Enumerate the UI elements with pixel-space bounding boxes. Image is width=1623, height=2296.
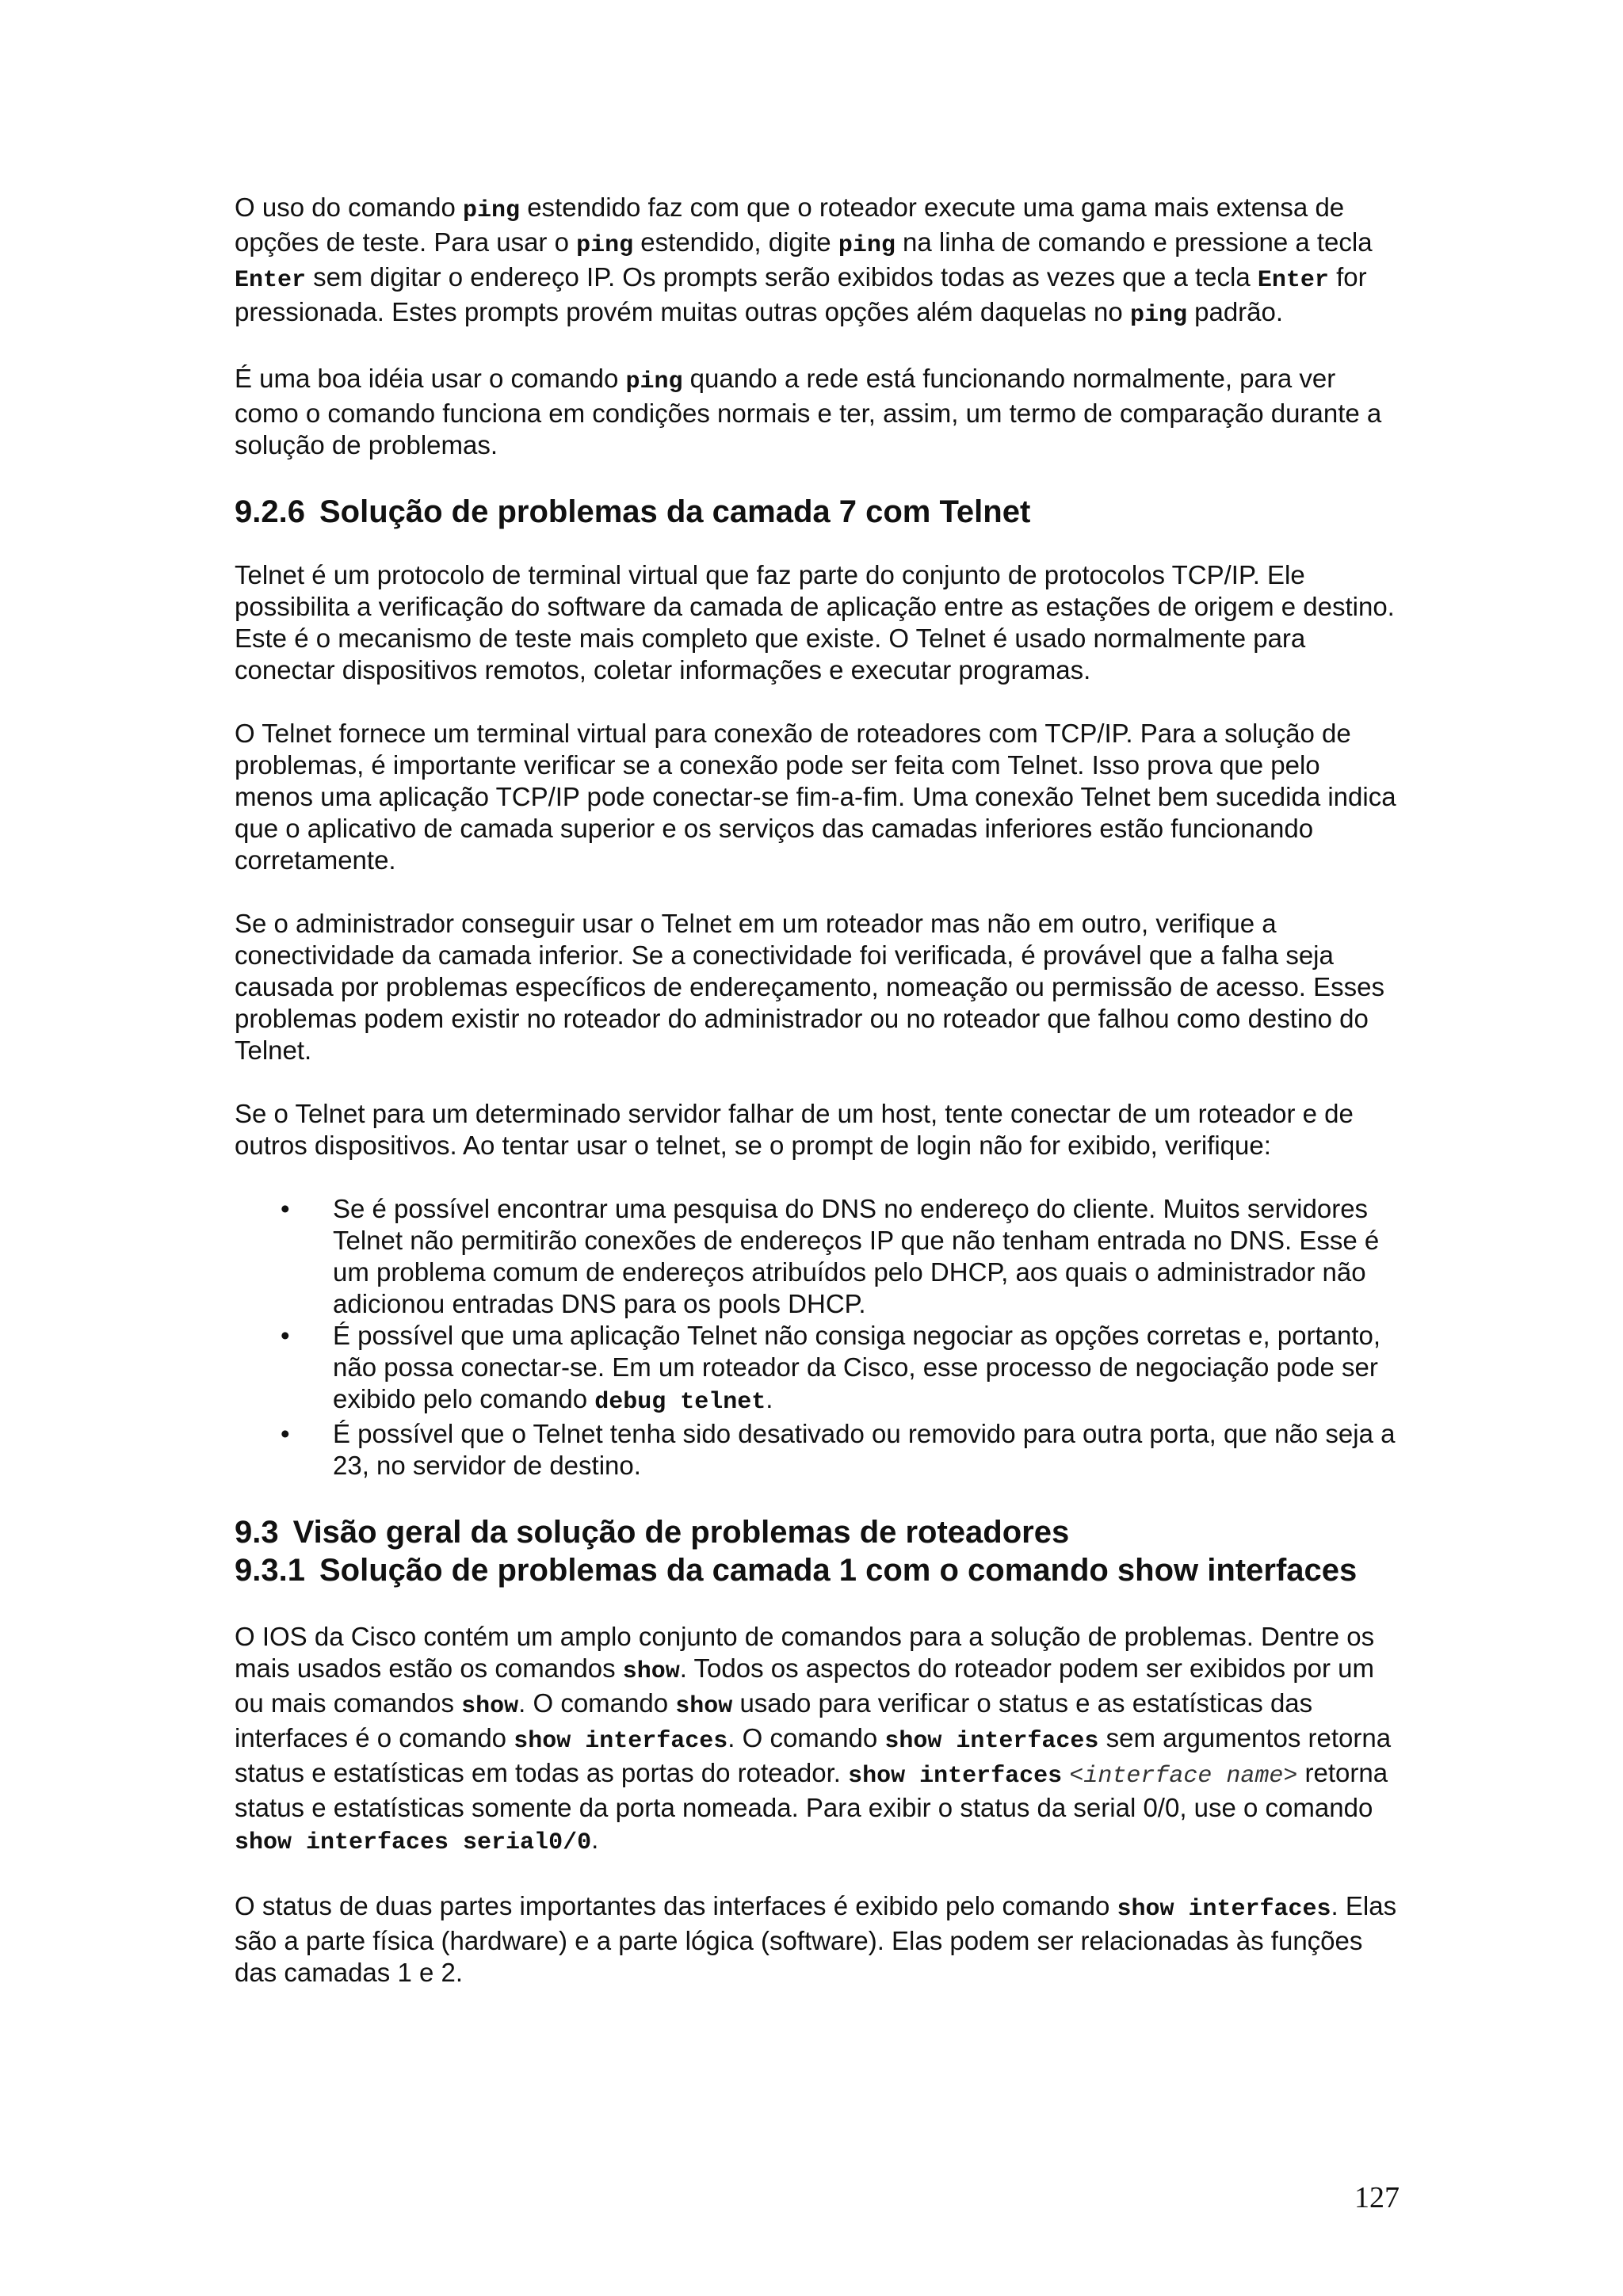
paragraph-telnet-server: Se o Telnet para um determinado servidor falhar de um host, tente conectar de um roteador e de outros dispositivos. Ao tentar usar o telnet, se o prompt de login não for exibido, verifique: [235,1099,1354,1160]
code-enter: Enter [1257,267,1329,294]
paragraph-telnet-failure: Se o administrador conseguir usar o Telnet em um roteador mas não em outro, verifique a conectividade da camada inferior. Se a conectividade foi verificada, é provável que a falha seja causada por problemas específicos de endereçamento, nomeação ou permissão de acesso. Esses problemas podem existir no roteador do administrador ou no roteador que falhou como destino do Telnet. [235,909,1385,1065]
code-show: show [675,1693,733,1720]
list-item: • É possível que uma aplicação Telnet não consiga negociar as opções corretas e, portanto, não possa conectar-se. Em um roteador da Cisco, esse processo de negociação pode ser exibido pelo comando debug telnet. [281,1321,1381,1416]
section-heading-9-3: 9.3 Visão geral da solução de problemas de roteadores [235,1515,1070,1550]
code-show-interfaces: show interfaces [514,1728,728,1755]
code-show-interfaces-serial: show interfaces serial0/0 [235,1829,592,1856]
code-debug-telnet: debug telnet [594,1389,766,1416]
code-ping: ping [576,232,634,259]
paragraph-ping-baseline: É uma boa idéia usar o comando ping quando a rede está funcionando normalmente, para ver como o comando funciona em condições normais e ter, assim, um termo de comparação durante a solução de problemas. [235,364,1382,460]
code-show: show [461,1693,519,1720]
bullet-icon: • [281,1419,290,1448]
paragraph-show-commands: O IOS da Cisco contém um amplo conjunto de comandos para a solução de problemas. Dentre os mais usados estão os comandos show. Todos os aspectos do roteador podem ser exibidos por um ou mais comandos show. O comando show usado para verificar o status e as estatísticas das interfaces é o comando show interfaces. O comando show interfaces sem argumentos retorna status e estatísticas em todas as portas do roteador. show interfaces <interface name> retorna status e estatísticas somente da porta nomeada. Para exibir o status da serial 0/0, use o comando show interfaces serial0/0. [235,1622,1392,1856]
list-item: • É possível que o Telnet tenha sido desativado ou removido para outra porta, que não seja a 23, no servidor de destino. [281,1419,1396,1480]
paragraph-telnet-virtual-terminal: O Telnet fornece um terminal virtual para conexão de roteadores com TCP/IP. Para a solução de problemas, é importante verificar se a conexão pode ser feita com Telnet. Isso prova que pelo menos uma aplicação TCP/IP pode conectar-se fim-a-fim. Uma conexão Telnet bem sucedida indica que o aplicativo de camada superior e os serviços das camadas inferiores estão funcionando corretamente. [235,719,1396,875]
paragraph-extended-ping: O uso do comando ping estendido faz com que o roteador execute uma gama mais extensa de opções de teste. Para usar o ping estendido, digite ping na linha de comando e pressione a tecla Enter sem digitar o endereço IP. Os prompts serão exibidos todas as vezes que a tecla Enter for pressionada. Estes prompts provém muitas outras opções além daquelas no ping padrão. [235,193,1373,329]
code-show-interfaces: show interfaces [884,1728,1099,1755]
code-interface-name: <interface name> [1069,1763,1298,1790]
list-item: • Se é possível encontrar uma pesquisa do DNS no endereço do cliente. Muitos servidores Telnet não permitirão conexões de endereços IP que não tenham entrada no DNS. Esse é um problema comum de endereços atribuídos pelo DHCP, aos quais o administrador não adicionou entradas DNS para os pools DHCP. [281,1194,1380,1318]
code-ping: ping [1129,302,1187,329]
paragraph-interface-status: O status de duas partes importantes das interfaces é exibido pelo comando show interfaces. Elas são a parte física (hardware) e a parte lógica (software). Elas podem ser relacionadas às funções das camadas 1 e 2. [235,1891,1397,1987]
document-page [235,192,1400,1989]
code-enter: Enter [235,267,307,294]
paragraph-telnet-intro: Telnet é um protocolo de terminal virtual que faz parte do conjunto de protocolos TCP/IP. Ele possibilita a verificação do software da camada de aplicação entre as estações de origem e destino. Este é o mecanismo de teste mais completo que existe. O Telnet é usado normalmente para conectar dispositivos remotos, coletar informações e executar programas. [235,560,1395,685]
code-ping: ping [625,368,683,395]
bullet-icon: • [281,1194,290,1223]
section-heading-9-3-1: 9.3.1 Solução de problemas da camada 1 com o comando show interfaces [235,1553,1358,1588]
bullet-icon: • [281,1321,290,1350]
page-number: 127 [1354,2181,1400,2214]
bullet-list-checks [235,1193,1400,1482]
code-show: show [622,1658,680,1685]
code-ping: ping [838,232,896,259]
code-show-interfaces: show interfaces [1117,1896,1331,1923]
code-ping: ping [463,197,521,224]
section-heading-9-2-6: 9.2.6 Solução de problemas da camada 7 com Telnet [235,494,1031,529]
code-show-interfaces: show interfaces [848,1763,1063,1790]
